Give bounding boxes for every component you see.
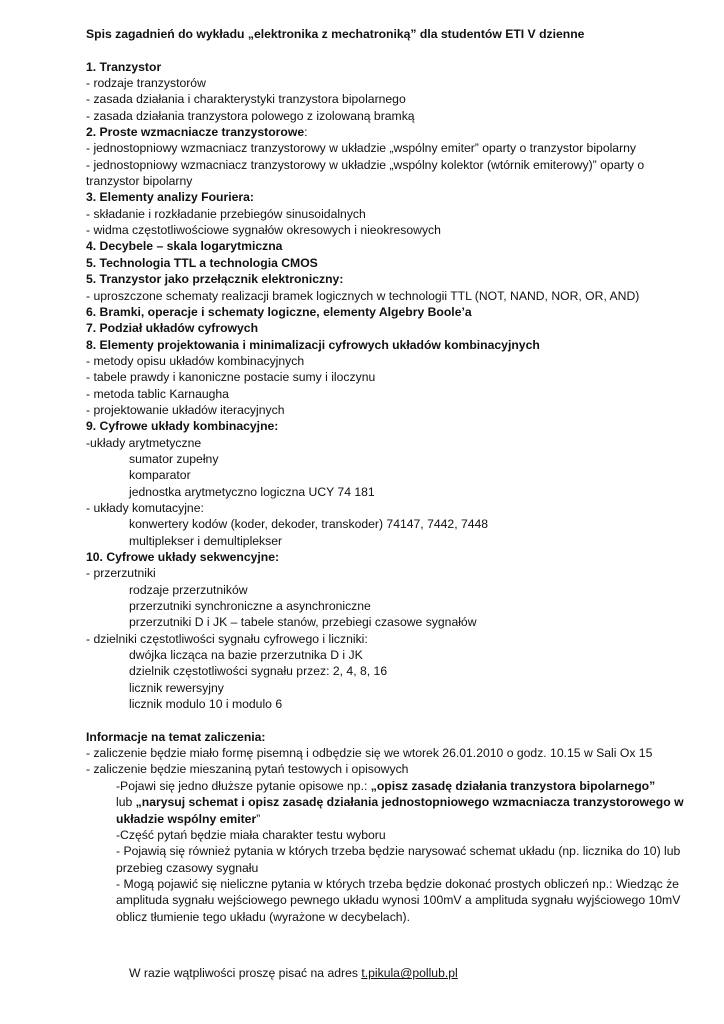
info-question-3: - Pojawią się również pytania w których trzeba będzie narysować schemat układu (np. licznika do 10) lub przebieg czasowy sygnału [116, 844, 681, 875]
section-8-heading: 8. Elementy projektowania i minimalizacji cyfrowych układów kombinacyjnych [86, 337, 540, 352]
list-item: przerzutniki synchroniczne a asynchroniczne [129, 599, 371, 614]
info-text: -Pojawi się jedno dłuższe pytanie opisowe np.: [116, 778, 371, 793]
list-item: dwójka licząca na bazie przerzutnika D i JK [129, 648, 363, 663]
list-item: konwertery kodów (koder, dekoder, transkoder) 74147, 7442, 7448 [129, 517, 489, 532]
email-link[interactable]: t.pikula@pollub.pl [361, 966, 458, 981]
document-title: Spis zagadnień do wykładu „elektronika z mechatroniką” dla studentów ETI V dzienne [86, 27, 585, 41]
subsection-arith: -układy arytmetyczne [86, 435, 202, 450]
list-item: rodzaje przerzutników [129, 582, 248, 597]
section-2-colon: : [304, 125, 308, 140]
section-10-heading: 10. Cyfrowe układy sekwencyjne: [86, 550, 280, 564]
list-item: multiplekser i demultiplekser [129, 533, 283, 548]
list-item: licznik rewersyjny [129, 680, 224, 695]
info-bold-text: „narysuj schemat i opisz zasadę działania jednostopniowego wzmacniacza tranzystorowego w układzie wspólny emiter [116, 795, 684, 826]
list-item: - jednostopniowy wzmacniacz tranzystorowy w układzie „wspólny emiter” oparty o tranzystor bipolarny [86, 141, 637, 156]
section-6-heading: 6. Bramki, operacje i schematy logiczne, elementy Algebry Boole’a [86, 304, 472, 319]
list-item: - metody opisu układów kombinacyjnych [86, 353, 305, 368]
info-question-1 [86, 778, 692, 827]
info-line: - zaliczenie będzie miało formę pisemną i odbędzie się we wtorek 26.01.2010 o godz. 10.15 w Sali Ox 15 [86, 746, 653, 761]
list-item: - jednostopniowy wzmacniacz tranzystorowy w układzie „wspólny kolektor (wtórnik emiterowy)” oparty o tranzystor bipolarny [86, 157, 645, 189]
contact-line [86, 965, 686, 981]
section-9-heading: 9. Cyfrowe układy kombinacyjne: [86, 419, 279, 434]
section-2-heading: 2. Proste wzmacniacze tranzystorowe [86, 125, 305, 140]
list-item: - rodzaje tranzystorów [86, 76, 206, 91]
list-item: - zasada działania i charakterystyki tranzystora bipolarnego [86, 92, 406, 107]
contact-text: W razie wątpliwości proszę pisać na adres [129, 966, 362, 981]
subsection-ff: - przerzutniki [86, 566, 156, 581]
list-item: licznik modulo 10 i modulo 6 [129, 697, 283, 712]
info-question-4: - Mogą pojawić się nieliczne pytania w których trzeba będzie dokonać prostych obliczeń np.: Wiedząc że amplituda sygnału wejściowego pewnego układu wynosi 100mV a amplituda sygnału wyjściowego 10mV oblicz tłumienie tego układu (wyrażone w decybelach). [116, 876, 681, 924]
subsection-div: - dzielniki częstotliwości sygnału cyfrowego i liczniki: [86, 631, 368, 646]
info-question-2: -Część pytań będzie miała charakter testu wyboru [116, 827, 386, 842]
list-item: - zasada działania tranzystora polowego z izolowaną bramką [86, 108, 415, 123]
section-7-heading: 7. Podział układów cyfrowych [86, 321, 259, 336]
list-item: - projektowanie układów iteracyjnych [86, 402, 285, 417]
info-bold-text: „opisz zasadę działania tranzystora bipolarnego” [370, 778, 656, 793]
document-page [86, 26, 686, 982]
list-item: przerzutniki D i JK – tabele stanów, przebiegi czasowe sygnałów [129, 615, 477, 630]
subsection-comm: - układy komutacyjne: [86, 500, 204, 515]
section-5b-heading: 5. Tranzystor jako przełącznik elektroniczny: [86, 272, 344, 287]
section-4-heading: 4. Decybele – skala logarytmiczna [86, 239, 283, 254]
list-item: komparator [129, 468, 191, 483]
list-item: jednostka arytmetyczno logiczna UCY 74 181 [129, 484, 375, 499]
list-item: - uproszczone schematy realizacji bramek logicznych w technologii TTL (NOT, NAND, NOR, OR, AND) [86, 288, 640, 303]
list-item: - tabele prawdy i kanoniczne postacie sumy i iloczynu [86, 370, 376, 385]
list-item: dzielnik częstotliwości sygnału przez: 2, 4, 8, 16 [129, 664, 388, 679]
list-item: - widma częstotliwościowe sygnałów okresowych i nieokresowych [86, 223, 441, 238]
info-heading: Informacje na temat zaliczenia: [86, 729, 266, 744]
section-3-heading: 3. Elementy analizy Fouriera: [86, 190, 254, 205]
list-item: - składanie i rozkładanie przebiegów sinusoidalnych [86, 206, 366, 221]
info-line: - zaliczenie będzie mieszaniną pytań testowych i opisowych [86, 762, 409, 777]
list-item: - metoda tablic Karnaugha [86, 386, 229, 401]
section-5a-heading: 5. Technologia TTL a technologia CMOS [86, 255, 318, 270]
list-item: sumator zupełny [129, 451, 219, 466]
section-1-heading: 1. Tranzystor [86, 59, 162, 74]
section-2-heading-line [86, 124, 686, 140]
info-text: lub [116, 795, 136, 810]
info-text: ” [256, 811, 261, 826]
